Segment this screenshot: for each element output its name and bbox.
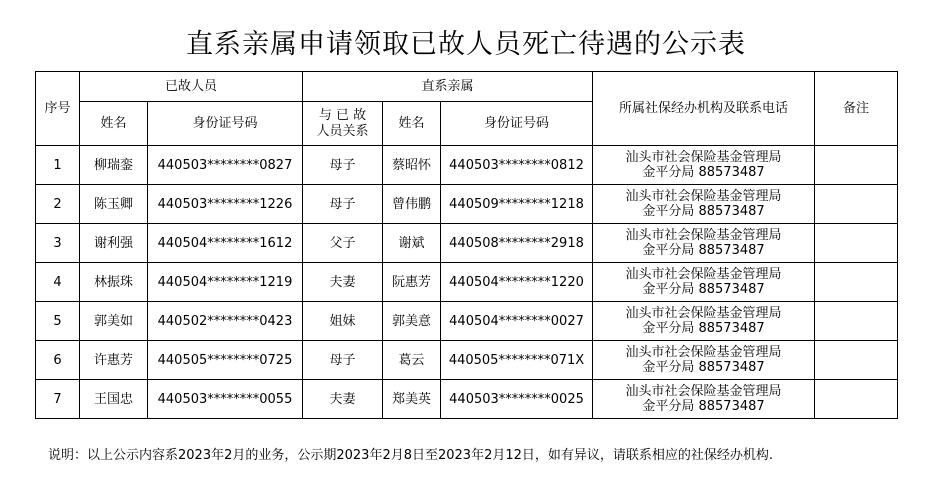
agency-name: 汕头市社会保险基金管理局 — [625, 345, 782, 360]
agency-name: 汕头市社会保险基金管理局 — [625, 228, 782, 243]
cell-deceased-id: 440503********0055 — [148, 380, 303, 419]
cell-deceased-name: 许惠芳 — [80, 341, 148, 380]
agency-name: 汕头市社会保险基金管理局 — [625, 189, 782, 204]
cell-relation: 姐妹 — [303, 302, 383, 341]
cell-relative-id: 440503********0025 — [441, 380, 593, 419]
cell-relative-id: 440505********071X — [441, 341, 593, 380]
cell-remark — [815, 302, 898, 341]
table-row — [36, 341, 898, 380]
cell-deceased-id: 440503********1226 — [148, 185, 303, 224]
cell-agency — [593, 185, 815, 224]
header-seq: 序号 — [36, 72, 80, 146]
cell-remark — [815, 146, 898, 185]
header-deceased-id: 身份证号码 — [148, 102, 303, 146]
table-row — [36, 185, 898, 224]
agency-phone: 金平分局 88573487 — [642, 243, 765, 258]
cell-relation: 父子 — [303, 224, 383, 263]
cell-agency — [593, 341, 815, 380]
cell-seq: 5 — [36, 302, 80, 341]
table-row — [36, 224, 898, 263]
header-remarks: 备注 — [815, 72, 898, 146]
header-relative-id: 身份证号码 — [441, 102, 593, 146]
cell-relative-id: 440508********2918 — [441, 224, 593, 263]
cell-deceased-name: 王国忠 — [80, 380, 148, 419]
cell-deceased-id: 440504********1219 — [148, 263, 303, 302]
cell-agency — [593, 263, 815, 302]
cell-deceased-name: 柳瑞銮 — [80, 146, 148, 185]
header-deceased-name: 姓名 — [80, 102, 148, 146]
table-row — [36, 146, 898, 185]
cell-relative-name: 蔡昭怀 — [383, 146, 441, 185]
cell-relation: 母子 — [303, 146, 383, 185]
cell-deceased-id: 440503********0827 — [148, 146, 303, 185]
cell-agency — [593, 380, 815, 419]
cell-relative-id: 440509********1218 — [441, 185, 593, 224]
page-title: 直系亲属申请领取已故人员死亡待遇的公示表 — [186, 29, 746, 60]
cell-deceased-id: 440502********0423 — [148, 302, 303, 341]
cell-seq: 4 — [36, 263, 80, 302]
cell-relation: 夫妻 — [303, 263, 383, 302]
agency-phone: 金平分局 88573487 — [642, 399, 765, 414]
cell-seq: 3 — [36, 224, 80, 263]
cell-agency — [593, 224, 815, 263]
cell-relation: 母子 — [303, 341, 383, 380]
cell-relation: 夫妻 — [303, 380, 383, 419]
table-row — [36, 302, 898, 341]
cell-remark — [815, 224, 898, 263]
cell-remark — [815, 341, 898, 380]
cell-remark — [815, 263, 898, 302]
agency-phone: 金平分局 88573487 — [642, 204, 765, 219]
table-row — [36, 263, 898, 302]
cell-relative-name: 阮惠芳 — [383, 263, 441, 302]
cell-deceased-id: 440504********1612 — [148, 224, 303, 263]
cell-relative-id: 440504********0027 — [441, 302, 593, 341]
cell-relative-name: 葛云 — [383, 341, 441, 380]
agency-name: 汕头市社会保险基金管理局 — [625, 306, 782, 321]
agency-name: 汕头市社会保险基金管理局 — [625, 384, 782, 399]
cell-remark — [815, 380, 898, 419]
header-agency: 所属社保经办机构及联系电话 — [593, 72, 815, 146]
cell-seq: 2 — [36, 185, 80, 224]
agency-phone: 金平分局 88573487 — [642, 321, 765, 336]
agency-phone: 金平分局 88573487 — [642, 165, 765, 180]
footnote: 说明：以上公示内容系2023年2月的业务，公示期2023年2月8日至2023年2月12日，如有异议，请联系相应的社保经办机构. — [48, 448, 774, 463]
cell-deceased-name: 郭美如 — [80, 302, 148, 341]
cell-relative-name: 谢斌 — [383, 224, 441, 263]
cell-seq: 1 — [36, 146, 80, 185]
cell-deceased-name: 谢利强 — [80, 224, 148, 263]
cell-agency — [593, 146, 815, 185]
header-relation — [303, 102, 383, 146]
cell-relative-name: 郑美英 — [383, 380, 441, 419]
cell-agency — [593, 302, 815, 341]
agency-name: 汕头市社会保险基金管理局 — [625, 267, 782, 282]
publicity-table — [35, 71, 898, 419]
cell-relative-id: 440504********1220 — [441, 263, 593, 302]
cell-deceased-id: 440505********0725 — [148, 341, 303, 380]
cell-relative-name: 曾伟鹏 — [383, 185, 441, 224]
cell-relation: 母子 — [303, 185, 383, 224]
agency-name: 汕头市社会保险基金管理局 — [625, 150, 782, 165]
table-row — [36, 380, 898, 419]
cell-deceased-name: 陈玉卿 — [80, 185, 148, 224]
agency-phone: 金平分局 88573487 — [642, 360, 765, 375]
agency-phone: 金平分局 88573487 — [642, 282, 765, 297]
header-relation-line1: 与 已 故 — [318, 107, 367, 123]
cell-deceased-name: 林振珠 — [80, 263, 148, 302]
cell-relative-id: 440503********0812 — [441, 146, 593, 185]
cell-seq: 6 — [36, 341, 80, 380]
cell-relative-name: 郭美意 — [383, 302, 441, 341]
cell-seq: 7 — [36, 380, 80, 419]
header-deceased-group: 已故人员 — [80, 72, 303, 102]
header-relative-name: 姓名 — [383, 102, 441, 146]
header-relation-line2: 人员关系 — [316, 123, 369, 139]
cell-remark — [815, 185, 898, 224]
header-relatives-group: 直系亲属 — [303, 72, 593, 102]
